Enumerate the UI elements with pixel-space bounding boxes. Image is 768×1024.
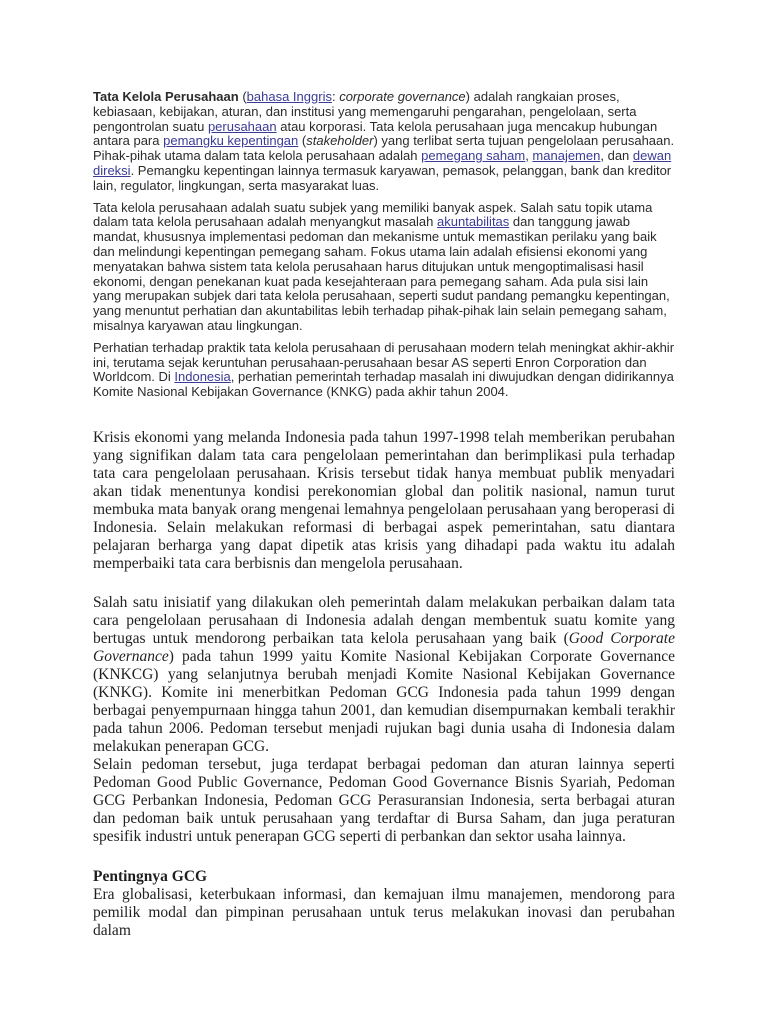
- link-indonesia[interactable]: Indonesia: [174, 369, 231, 385]
- text-segment: ) adalah rangkaian proses, kebiasaan, kebijakan, aturan, dan institusi yang memengaruhi pengarahan, pengelolaan, serta pengontrolan suatu: [93, 89, 637, 134]
- text-segment: ) pada tahun 1999 yaitu Komite Nasional Kebijakan Corporate Governance (KNKCG) yang selanjutnya berubah menjadi Komite Nasional Kebijakan Governance (KNKG). Komite ini menerbitkan Pedoman GCG Indonesia pada tahun 1999 dengan berbagai penyempurnaan hingga tahun 2001, dan kemudian disempurnakan kembali terakhir pada tahun 2006. Pedoman tersebut menjadi rujukan bagi dunia usaha di Indonesia dalam melakukan penerapan GCG.: [93, 647, 675, 755]
- paragraph-1-0: [93, 429, 675, 573]
- text-segment: dan tanggung jawab mandat, khususnya implementasi pedoman dan mekanisme untuk memastikan perilaku yang baik dan melindungi kepentingan pemegang saham. Fokus utama lain adalah efisiensi ekonomi yang menyatakan bahwa sistem tata kelola perusahaan harus ditujukan untuk mengoptimalisasi hasil ekonomi, dengan penekanan kuat pada kesejahteraan para pemegang saham. Ada pula sisi lain yang merupakan subjek dari tata kelola perusahaan, seperti sudut pandang pemangku kepentingan, yang menuntut perhatian dan akuntabilitas lebih terhadap pihak-pihak lain selain pemegang saham, misalnya karyawan atau lingkungan.: [93, 214, 670, 333]
- text-segment: ,: [525, 148, 533, 164]
- document-content: [93, 90, 675, 940]
- text-segment: (: [238, 89, 247, 104]
- section-heading: [93, 868, 675, 886]
- paragraph-1-2: [93, 756, 675, 846]
- text-segment: corporate governance: [339, 89, 466, 104]
- link-bahasa-inggris[interactable]: bahasa Inggris: [246, 89, 332, 104]
- text-segment: , perhatian pemerintah terhadap masalah ini diwujudkan dengan didirikannya Komite Nasional Kebijakan Governance (KNKG) pada akhir tahun 2004.: [93, 369, 674, 400]
- link-pemegang-saham[interactable]: pemegang saham: [421, 148, 526, 164]
- text-segment: ) yang terlibat serta tujuan pengelolaan perusahaan. Pihak-pihak utama dalam tata kelola perusahaan adalah: [93, 133, 675, 164]
- paragraph-0-1: [93, 201, 675, 334]
- text-segment: Salah satu inisiatif yang dilakukan oleh pemerintah dalam melakukan perbaikan dalam tata cara pengelolaan perusahaan di Indonesia adalah dengan membentuk suatu komite yang bertugas untuk mendorong perbaikan tata kelola perusahaan yang baik (: [93, 593, 675, 647]
- text-segment: :: [331, 89, 340, 104]
- paragraph-1-1: [93, 594, 675, 756]
- text-segment: , dan: [600, 148, 633, 164]
- text-segment: Tata Kelola Perusahaan: [93, 89, 239, 104]
- link-akuntabilitas[interactable]: akuntabilitas: [437, 214, 510, 230]
- text-segment: Pentingnya GCG: [93, 867, 208, 885]
- text-segment: Era globalisasi, keterbukaan informasi, dan kemajuan ilmu manajemen, mendorong para pemilik modal dan pimpinan perusahaan untuk terus melakukan inovasi dan perubahan dalam: [93, 885, 675, 939]
- paragraph-0-0: [93, 90, 675, 194]
- section-body-serif: [93, 429, 675, 940]
- text-segment: Krisis ekonomi yang melanda Indonesia pada tahun 1997-1998 telah memberikan perubahan yang signifikan dalam tata cara pengelolaan pemerintahan dan berimplikasi pula terhadap tata cara pengelolaan perusahaan. Krisis tersebut tidak hanya membuat publik menyadari akan tidak menentunya kondisi perekonomian global dan politik nasional, namun turut membuka mata banyak orang mengenai lemahnya pengelolaan perusahaan yang beroperasi di Indonesia. Selain melakukan reformasi di berbagai aspek pemerintahan, satu diantara pelajaran berharga yang dapat dipetik atas krisis yang dihadapi pada waktu itu adalah memperbaiki tata cara berbisnis dan mengelola perusahaan.: [93, 428, 675, 572]
- text-segment: Perhatian terhadap praktik tata kelola perusahaan di perusahaan modern telah meningkat akhir-akhir ini, terutama sejak keruntuhan perusahaan-perusahaan besar AS seperti Enron Corporation dan Worldcom. Di: [93, 339, 675, 385]
- text-segment: Good Corporate Governance: [93, 629, 675, 665]
- link-dewan-direksi[interactable]: dewan direksi: [93, 148, 672, 178]
- text-segment: atau korporasi. Tata kelola perusahaan juga mencakup hubungan antara para: [93, 118, 658, 149]
- text-segment: Tata kelola perusahaan adalah suatu subjek yang memiliki banyak aspek. Salah satu topik utama dalam tata kelola perusahaan adalah menyangkut masalah: [93, 199, 653, 230]
- link-pemangku-kepentingan[interactable]: pemangku kepentingan: [163, 133, 299, 149]
- paragraph-0-2: [93, 341, 675, 400]
- text-segment: stakeholder: [306, 133, 374, 149]
- section-intro-sans: [93, 90, 675, 400]
- link-perusahaan[interactable]: perusahaan: [207, 118, 277, 134]
- text-segment: . Pemangku kepentingan lainnya termasuk karyawan, pemasok, pelanggan, bank dan kreditor lain, regulator, lingkungan, serta masyarakat luas.: [93, 162, 672, 193]
- text-segment: Selain pedoman tersebut, juga terdapat berbagai pedoman dan aturan lainnya seperti Pedoman Good Public Governance, Pedoman Good Governance Bisnis Syariah, Pedoman GCG Perbankan Indonesia, Pedoman GCG Perasuransian Indonesia, serta berbagai aturan dan pedoman baik untuk perusahaan yang terdaftar di Bursa Saham, dan juga peraturan spesifik industri untuk penerapan GCG seperti di perbankan dan sektor usaha lainnya.: [93, 755, 675, 845]
- link-manajemen[interactable]: manajemen: [532, 148, 601, 164]
- text-segment: (: [298, 133, 307, 149]
- paragraph-1-4: [93, 886, 675, 940]
